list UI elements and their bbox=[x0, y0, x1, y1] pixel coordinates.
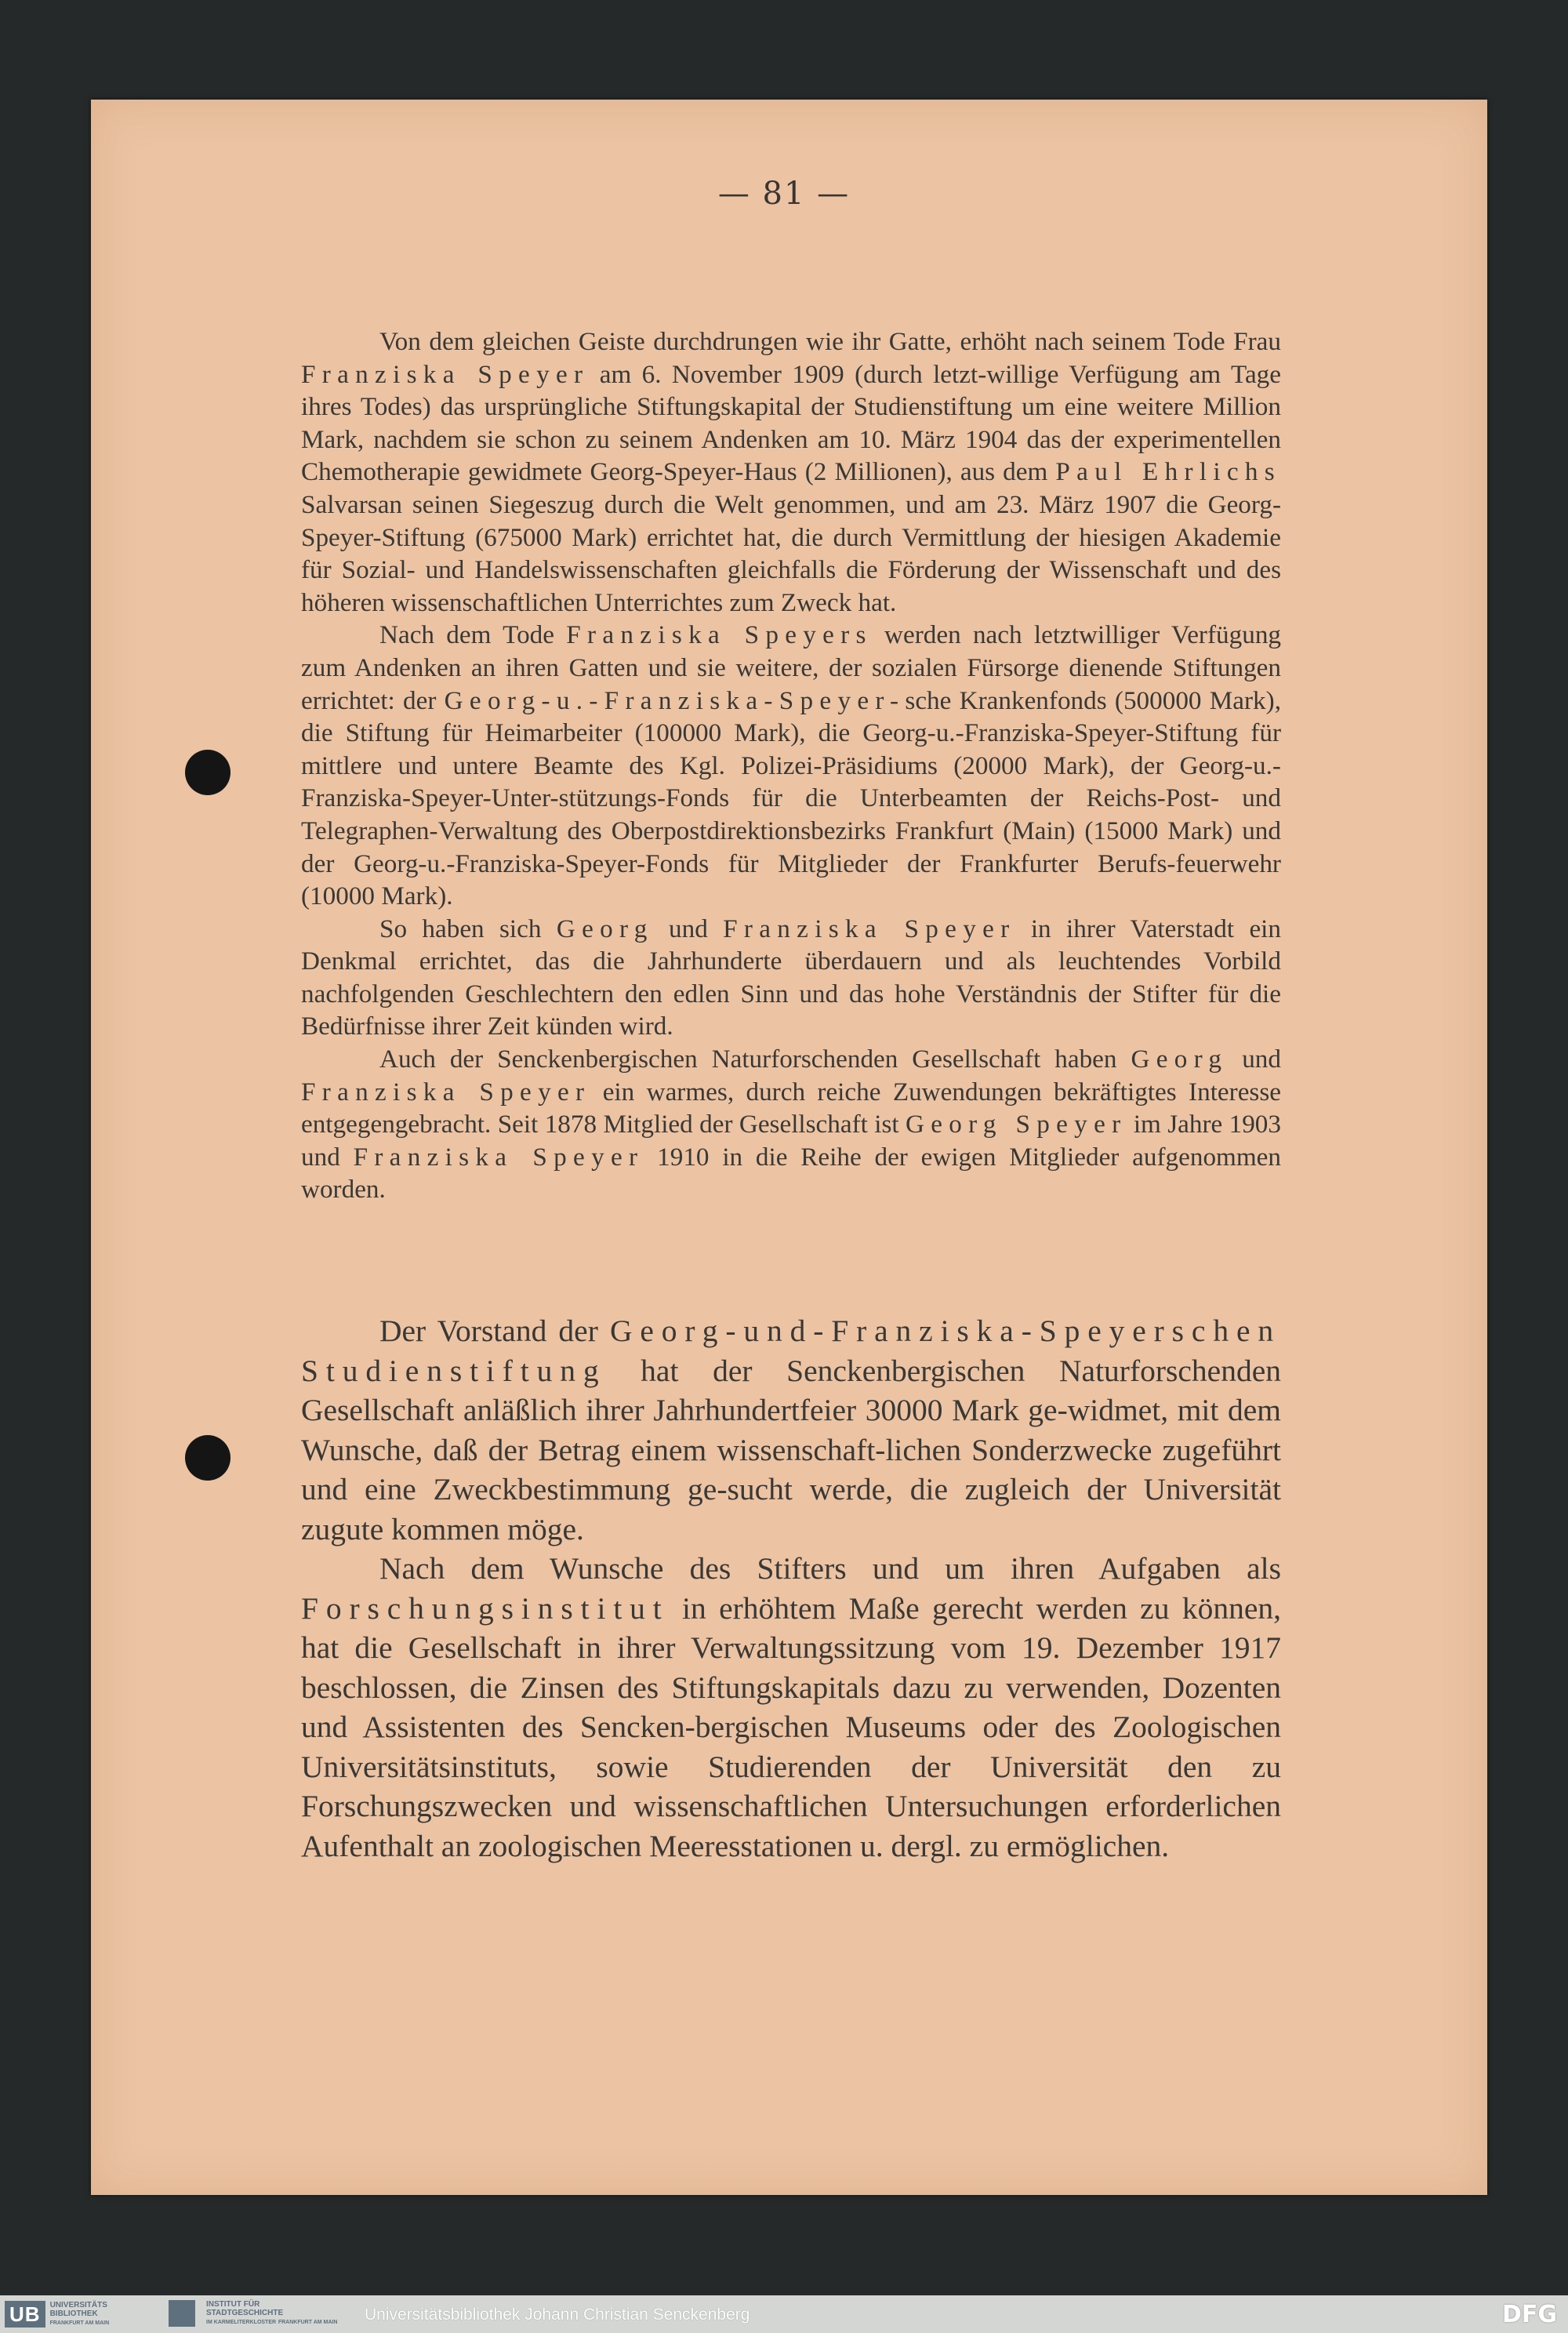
paragraph bbox=[301, 913, 1281, 1043]
isg-logo-text: INSTITUT FÜR STADTGESCHICHTE IM KARMELITERKLOSTER FRANKFURT AM MAIN bbox=[206, 2300, 338, 2325]
text-run: in ihrer Vaterstadt ein Denkmal errichtet, das die Jahrhunderte überdauern und als leuchtendes Vorbild nachfolgenden Geschlechtern den edlen Sinn und das hohe Verständnis der Stifter für die Bedürfnisse ihrer Zeit künden wird. bbox=[301, 914, 1281, 1041]
paragraph bbox=[301, 619, 1281, 912]
page-number: — 81 — bbox=[717, 176, 851, 212]
text-run: und bbox=[1228, 1045, 1281, 1074]
punch-hole bbox=[185, 1435, 230, 1481]
viewer-footer-bar bbox=[0, 2295, 1568, 2333]
spaced-name: Georg bbox=[1131, 1045, 1229, 1074]
paragraph bbox=[301, 1549, 1281, 1866]
isg-logo[interactable] bbox=[169, 2300, 337, 2327]
text-run: hat der Senckenbergischen Naturforschenden Gesellschaft anläßlich ihrer Jahrhundertfeier 30000 Mark ge-widmet, mit dem Wunsche, daß der Betrag einem wissenschaft-lichen Sonderzwecke zugeführt und eine Zweckbestimmung ge-sucht werde, die zugleich der Universität zugute kommen möge. bbox=[301, 1353, 1281, 1546]
dfg-logo[interactable]: DFG bbox=[1501, 2301, 1557, 2328]
spaced-name: Franziska Speyer bbox=[723, 914, 1016, 943]
ub-logo[interactable] bbox=[5, 2300, 109, 2328]
text-run: am 6. November 1909 (durch letzt-willige Verfügung am Tage ihres Todes) das ursprüngliche Stiftungskapital der Studienstiftung um eine weitere Million Mark, nachdem sie schon zu seinem Andenken am 10. März 1904 das der experimentellen Chemotherapie gewidmete Georg-Speyer-Haus (2 Millionen), aus dem bbox=[301, 359, 1281, 487]
spaced-name: Paul Ehrlichs bbox=[1055, 457, 1281, 487]
spaced-name: Franziska Speyer bbox=[301, 1077, 591, 1107]
isg-logo-mark bbox=[169, 2300, 195, 2327]
text-run: Nach dem Wunsche des Stifters und um ihren Aufgaben als bbox=[379, 1551, 1281, 1586]
spaced-name: Forschungsinstitut bbox=[301, 1590, 670, 1626]
spaced-name: Georg Speyer bbox=[905, 1110, 1127, 1139]
text-run: werden nach letztwilliger Verfügung zum Andenken an ihren Gatten und sie weitere, der sozialen Fürsorge dienende Stiftungen errichtet: der bbox=[301, 620, 1282, 715]
text-run: sche Krankenfonds (500000 Mark), die Stiftung für Heimarbeiter (100000 Mark), die Georg-u.-Franziska-Speyer-Stiftung für mittlere und untere Beamte des Kgl. Polizei-Präsidiums (20000 Mark), der Georg-u.-Franziska-Speyer-Unter-stützungs-Fonds für die Unterbeamten der Reichs-Post- und Telegraphen-Verwaltung des Oberpostdirektionsbezirks Frankfurt (Main) (15000 Mark) und der Georg-u.-Franziska-Speyer-Fonds für Mitglieder der Frankfurter Berufs-feuerwehr (10000 Mark). bbox=[301, 685, 1281, 911]
spaced-name: Franziska Speyers bbox=[566, 620, 873, 650]
spaced-name: Georg-u.-Franziska-Speyer- bbox=[444, 685, 906, 715]
text-run: Von dem gleichen Geiste durchdrungen wie ihr Gatte, erhöht nach seinem Tode Frau bbox=[379, 327, 1281, 356]
spaced-name: Georg bbox=[556, 914, 654, 943]
spaced-name: Franziska Speyer bbox=[353, 1142, 644, 1172]
ub-logo-text: UNIVERSITÄTS BIBLIOTHEK FRANKFURT AM MAIN bbox=[49, 2301, 110, 2326]
text-run: ein warmes, durch reiche Zuwendungen bekräftigtes Interesse entgegengebracht. Seit 1878 Mitglied der Gesellschaft ist bbox=[301, 1077, 1281, 1139]
text-run: Salvarsan seinen Siegeszug durch die Welt genommen, und am 23. März 1907 die Georg-Speyer-Stiftung (675000 Mark) errichtet hat, die durch Vermittlung der hiesigen Akademie für Sozial- und Handelswissenschaften gleichfalls die Förderung der Wissenschaft und des höheren wissenschaftlichen Unterrichtes zum Zweck hat. bbox=[301, 489, 1281, 617]
text-run: Auch der Senckenbergischen Naturforschenden Gesellschaft haben bbox=[379, 1045, 1131, 1074]
body-text-large bbox=[301, 1311, 1281, 1866]
text-run: Nach dem Tode bbox=[379, 620, 567, 650]
paragraph bbox=[301, 325, 1281, 619]
ub-logo-mark: UB bbox=[5, 2301, 45, 2328]
punch-hole bbox=[185, 750, 230, 795]
text-run: im Jahre 1903 und bbox=[301, 1110, 1281, 1172]
body-text-small bbox=[301, 325, 1281, 1206]
text-run: Der Vorstand der bbox=[379, 1314, 610, 1348]
paragraph bbox=[301, 1311, 1281, 1549]
text-run: 1910 in die Reihe der ewigen Mitglieder aufgenommen worden. bbox=[301, 1142, 1281, 1205]
text-run: und bbox=[653, 914, 724, 943]
paragraph bbox=[301, 1043, 1281, 1206]
spaced-name: Franziska Speyer bbox=[301, 359, 590, 389]
library-label[interactable]: Universitätsbibliothek Johann Christian Senckenberg bbox=[365, 2306, 750, 2324]
text-run: in erhöhtem Maße gerecht werden zu können, hat die Gesellschaft in ihrer Verwaltungssitzung vom 19. Dezember 1917 beschlossen, die Zinsen des Stiftungskapitals dazu zu verwenden, Dozenten und Assistenten des Sencken-bergischen Museums oder des Zoologischen Universitätsinstituts, sowie Studierenden der Universität den zu Forschungszwecken und wissenschaftlichen Untersuchungen erforderlichen Aufenthalt an zoologischen Meeresstationen u. dergl. zu ermöglichen. bbox=[301, 1590, 1281, 1863]
spaced-name: Georg-und-Franziska-Speyerschen Studienstiftung bbox=[301, 1314, 1281, 1388]
text-run: So haben sich bbox=[379, 914, 557, 943]
